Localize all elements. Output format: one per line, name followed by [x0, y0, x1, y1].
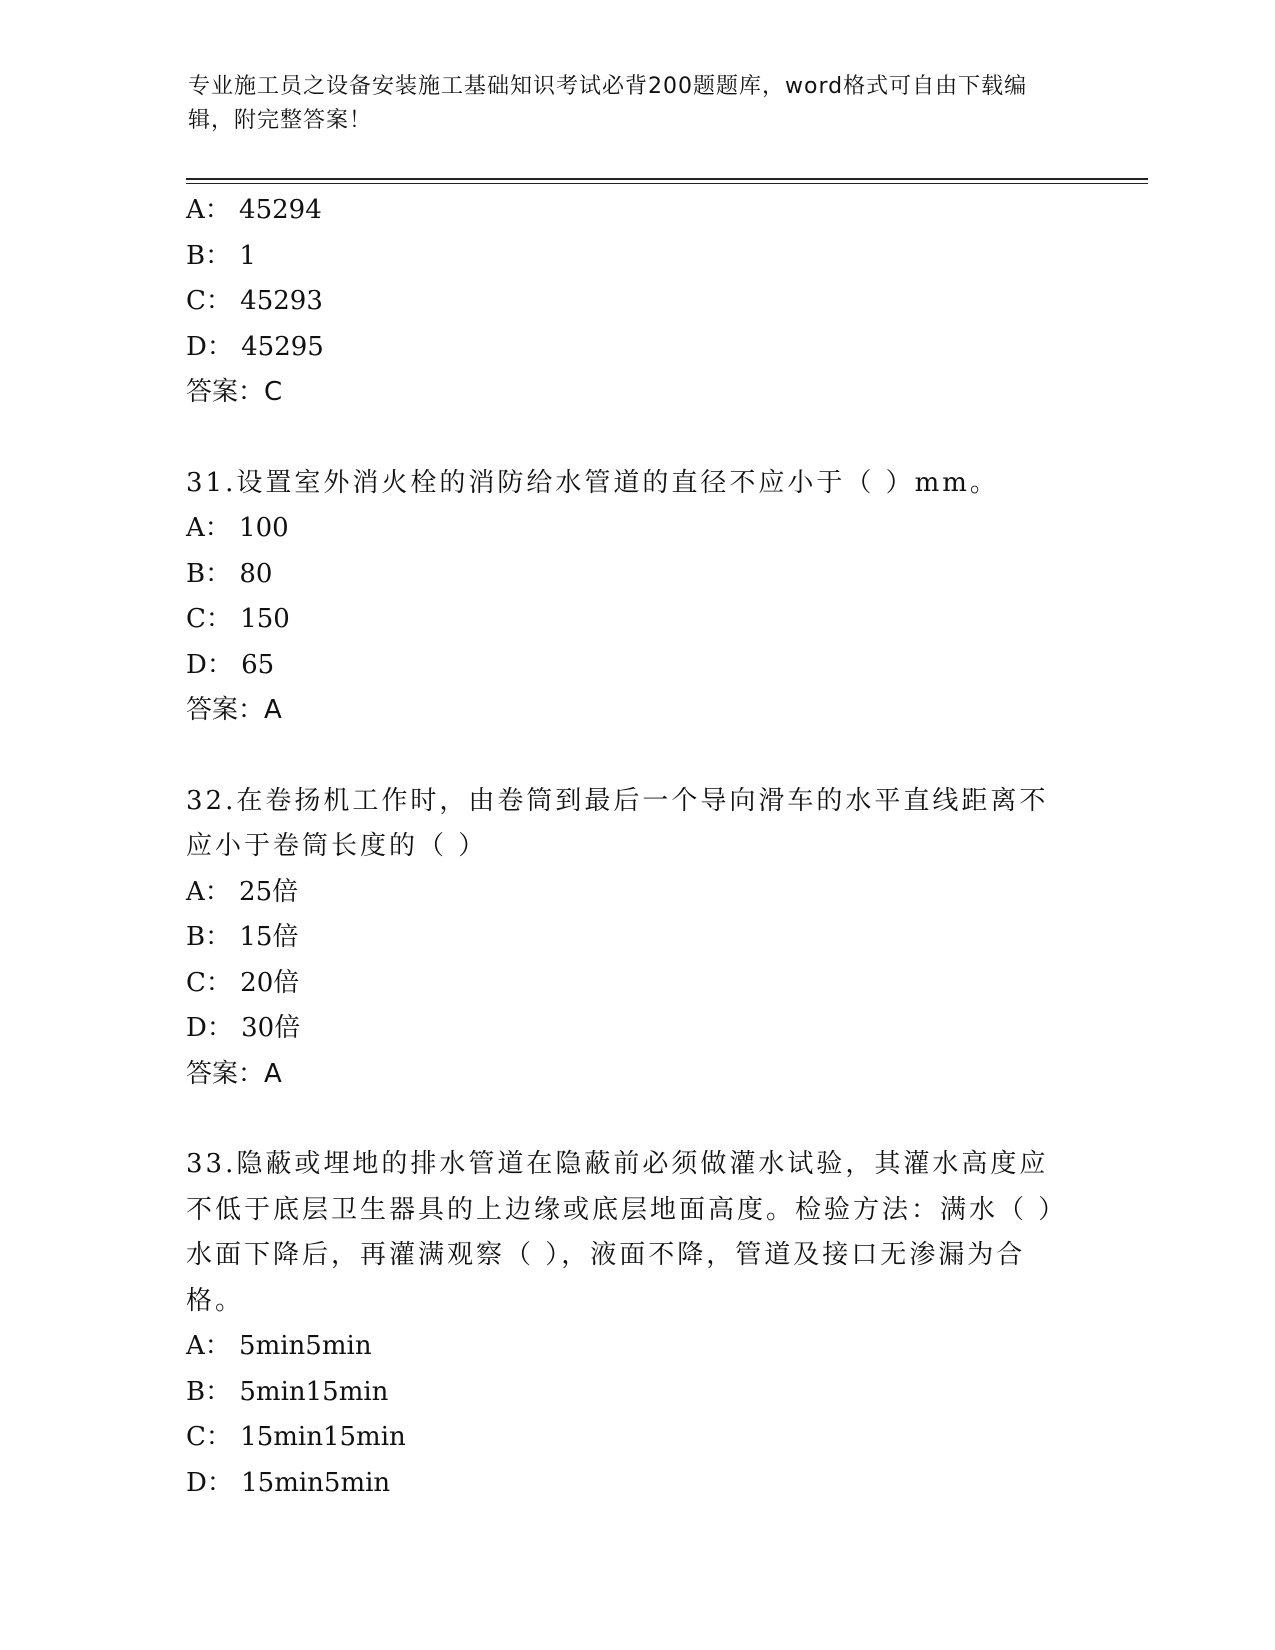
option-text: 150 — [240, 604, 290, 634]
answer-line — [186, 1052, 1076, 1098]
document-title: 专业施工员之设备安装施工基础知识考试必背200题题库，word格式可自由下载编辑，附完整答案！ — [188, 74, 1028, 133]
option-text: 65 — [241, 649, 275, 680]
option-c — [186, 597, 1076, 643]
answer-value: A — [264, 695, 282, 725]
option-d — [186, 643, 1076, 689]
option-d — [186, 1461, 1076, 1507]
option-letter: D： — [186, 331, 233, 362]
answer-label: 答案： — [186, 1058, 265, 1089]
option-text: 15min15min — [240, 1422, 406, 1452]
option-letter: D： — [186, 649, 233, 680]
option-c — [186, 961, 1076, 1007]
option-b — [186, 234, 1076, 280]
question-list — [186, 188, 1076, 1506]
option-c — [186, 279, 1076, 325]
option-b — [186, 1370, 1076, 1416]
option-c — [186, 1415, 1076, 1461]
answer-value: C — [264, 377, 283, 407]
option-text: 30倍 — [241, 1013, 301, 1043]
option-text: 1 — [239, 240, 256, 271]
option-a — [186, 870, 1076, 916]
option-text: 20倍 — [240, 967, 300, 998]
option-text: 25倍 — [239, 876, 299, 907]
option-letter: C： — [186, 1422, 232, 1452]
question-stem: 31.设置室外消火栓的消防给水管道的直径不应小于（ ）mm。 — [186, 467, 999, 498]
answer-label: 答案： — [186, 377, 265, 407]
answer-line — [186, 370, 1076, 416]
option-letter: B： — [186, 240, 232, 271]
option-b — [186, 552, 1076, 598]
option-d — [186, 325, 1076, 371]
option-a — [186, 1324, 1076, 1370]
option-text: 45295 — [241, 331, 324, 362]
option-letter: D： — [186, 1013, 233, 1043]
option-letter: D： — [186, 1467, 233, 1498]
option-text: 5min5min — [239, 1331, 372, 1361]
option-letter: B： — [186, 558, 232, 589]
question-stem: 33.隐蔽或埋地的排水管道在隐蔽前必须做灌水试验，其灌水高度应不低于底层卫生器具的上边缘或底层地面高度。检验方法：满水（ ）水面下降后，再灌满观察（ ），液面不降，管道及接口无渗漏为合格。 — [186, 1149, 1068, 1316]
option-letter: A： — [186, 1331, 231, 1361]
question-block — [186, 779, 1076, 1098]
option-letter: A： — [186, 876, 231, 907]
question-block — [186, 461, 1076, 734]
option-text: 80 — [239, 558, 273, 589]
option-text: 15倍 — [239, 922, 299, 952]
document-header — [188, 70, 1068, 138]
option-text: 45294 — [239, 195, 322, 225]
option-text: 15min5min — [241, 1467, 391, 1498]
question-stem: 32.在卷扬机工作时，由卷筒到最后一个导向滑车的水平直线距离不应小于卷筒长度的（ ） — [186, 785, 1049, 861]
option-letter: A： — [186, 513, 231, 543]
option-a — [186, 188, 1076, 234]
option-a — [186, 506, 1076, 552]
option-letter: C： — [186, 286, 232, 316]
answer-label: 答案： — [186, 695, 265, 725]
option-text: 45293 — [240, 286, 323, 316]
option-letter: C： — [186, 967, 232, 998]
option-letter: C： — [186, 604, 232, 634]
question-block — [186, 188, 1076, 416]
question-block — [186, 1142, 1076, 1506]
option-letter: B： — [186, 922, 232, 952]
option-d — [186, 1006, 1076, 1052]
option-letter: A： — [186, 195, 231, 225]
answer-line — [186, 688, 1076, 734]
header-rule-thin — [186, 183, 1148, 184]
option-b — [186, 915, 1076, 961]
option-text: 100 — [239, 513, 289, 543]
answer-value: A — [264, 1058, 282, 1089]
option-text: 5min15min — [239, 1376, 389, 1407]
header-rule-thick — [186, 178, 1148, 180]
option-letter: B： — [186, 1376, 232, 1407]
